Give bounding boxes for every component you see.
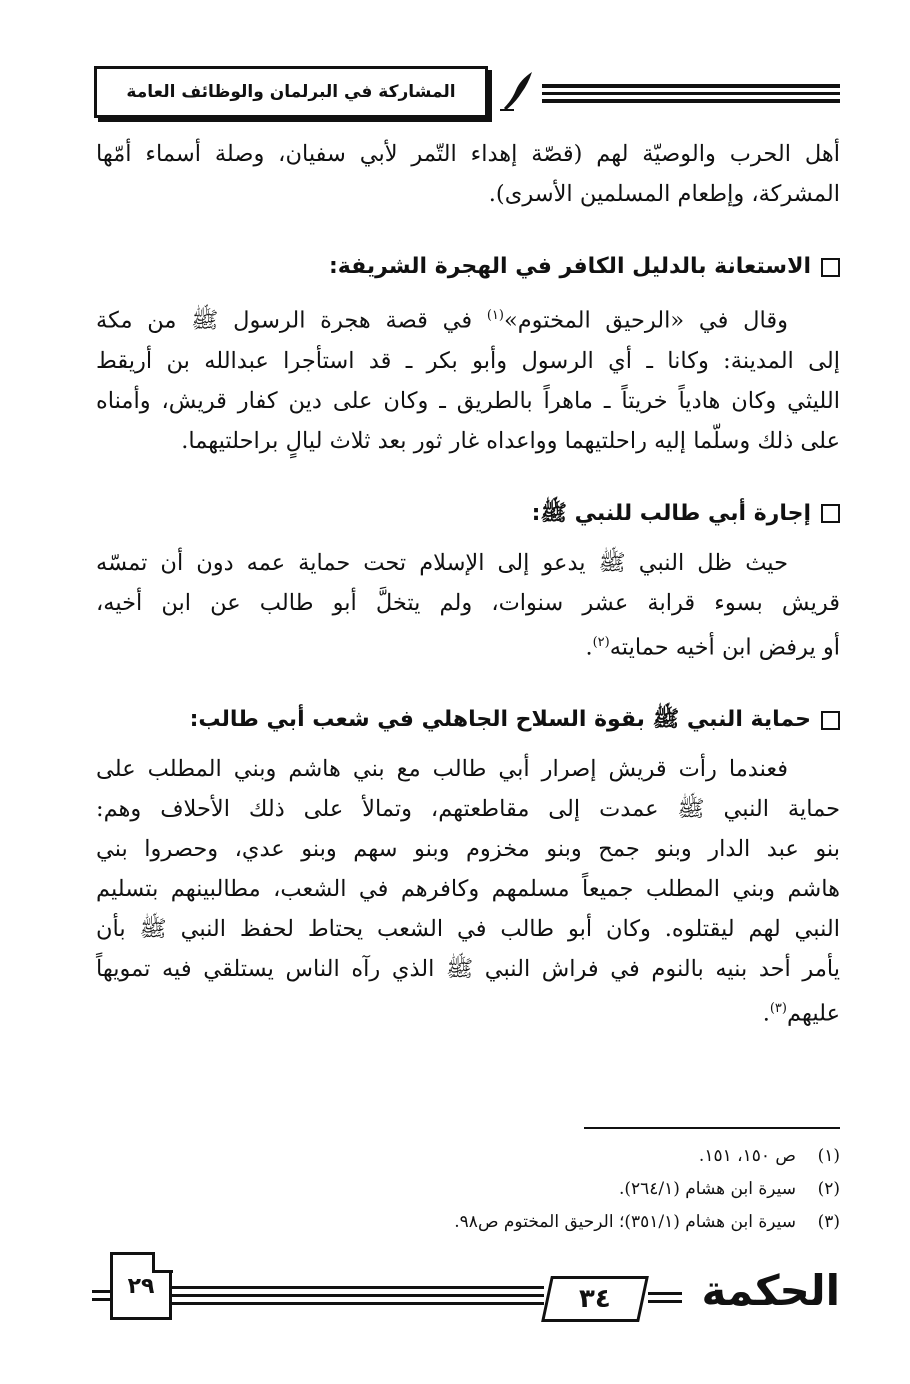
footnote	[300, 1140, 840, 1173]
section-heading-text: الاستعانة بالدليل الكافر في الهجرة الشريفة:	[328, 254, 811, 279]
footnote	[300, 1206, 840, 1239]
intro-paragraph	[96, 134, 840, 214]
footer-rule	[172, 1302, 544, 1305]
square-bullet-icon	[821, 711, 840, 730]
footer-rule	[92, 1290, 110, 1293]
footer-rule	[172, 1286, 544, 1289]
line-end: .	[585, 634, 593, 660]
text-line: الليثي وكان هادياً خريتاً ـ ماهراً بالطريق ـ وكان على دين كفار قريش، وأمناه	[96, 387, 840, 414]
footnote-ref[interactable]: (٣)	[769, 1001, 787, 1016]
text-line: على ذلك وسلّما إليه راحلتيهما وواعداه غار ثور بعد ثلاث ليالٍ براحلتيهما.	[181, 427, 840, 454]
text-line: حيث ظل النبي ﷺ يدعو إلى الإسلام تحت حماية عمه دون أن تمسّه	[96, 549, 788, 576]
line-text: أو يرفض ابن أخيه حمايته	[609, 634, 840, 660]
page-body	[96, 134, 840, 1034]
text-line: المشركة، وإطعام المسلمين الأسرى).	[488, 181, 840, 207]
header-rule	[542, 84, 840, 107]
text-line: إلى المدينة: وكانا ـ أي الرسول وأبو بكر ـ قد استأجرا عبدالله بن أريقط	[96, 347, 840, 374]
running-title-box	[94, 66, 488, 118]
footnote-number: (٢)	[817, 1179, 840, 1199]
section-heading	[96, 703, 840, 737]
section-paragraph	[96, 543, 840, 668]
text-line	[96, 623, 840, 668]
footnote-separator	[584, 1127, 840, 1129]
publisher-logo: الحكمة	[701, 1266, 840, 1315]
page-corner-fold	[152, 1252, 173, 1273]
footnote-text: سيرة ابن هشام (٢٦٤/١).	[618, 1179, 796, 1199]
text-line: هاشم وبني المطلب جميعاً مسلمهم وكافرهم في الشعب، مطالبينهم بتسليم	[96, 876, 840, 902]
text-line: حماية النبي ﷺ عمدت إلى مقاطعتهم، وتمالأ على ذلك الأحلاف وهم:	[96, 796, 840, 822]
page-number: ٢٩	[127, 1273, 155, 1299]
section-heading	[96, 250, 840, 284]
text-line: بنو عبد الدار وبنو جمح وبنو مخزوم وبنو سهم وبنو عدي، وحصروا بني	[96, 836, 840, 862]
section-heading-text: حماية النبي ﷺ بقوة السلاح الجاهلي في شعب أبي طالب:	[189, 707, 811, 732]
page-footer	[92, 1252, 840, 1322]
text-line: النبي لهم ليقتلوه. وكان أبو طالب في الشعب يحتاط لحفظ النبي ﷺ بأن	[96, 916, 840, 942]
text-line	[96, 989, 840, 1034]
series-number: ٣٤	[579, 1284, 611, 1314]
line-text: وقال في «الرحيق المختوم»	[503, 307, 788, 334]
text-line: يأمر أحد بنيه بالنوم في فراش النبي ﷺ الذي رآه الناس يستلقي فيه تمويهاً	[96, 956, 840, 982]
text-line: أهل الحرب والوصيّة لهم (قصّة إهداء التّمر لأبي سفيان، وصلة أسماء أمّها	[96, 141, 840, 167]
footer-rule	[648, 1292, 682, 1295]
footnote-number: (٣)	[817, 1212, 840, 1232]
text-line: قريش بسوء قرابة عشر سنوات، ولم يتخلَّ أبو طالب عن ابن أخيه،	[96, 589, 840, 616]
page-header	[94, 66, 840, 116]
footer-rule	[92, 1298, 110, 1301]
footnotes	[300, 1140, 840, 1239]
text-line: فعندما رأت قريش إصرار أبي طالب مع بني هاشم وبني المطلب على	[96, 756, 788, 782]
footnote-ref[interactable]: (٢)	[592, 634, 610, 650]
series-number-box	[541, 1276, 649, 1322]
text-line	[96, 296, 840, 341]
line-text: في قصة هجرة الرسول ﷺ من مكة	[96, 307, 487, 334]
running-title: المشاركة في البرلمان والوظائف العامة	[126, 82, 456, 102]
footnote-number: (١)	[817, 1146, 840, 1166]
section-paragraph	[96, 296, 840, 461]
footer-rule	[648, 1300, 682, 1303]
footnote	[300, 1173, 840, 1206]
section-heading	[96, 497, 840, 531]
footnote-text: ص ١٥٠، ١٥١.	[698, 1146, 796, 1166]
footnote-ref[interactable]: (١)	[486, 308, 504, 323]
square-bullet-icon	[821, 258, 840, 277]
line-end: .	[762, 1000, 770, 1027]
section-paragraph	[96, 749, 840, 1034]
square-bullet-icon	[821, 504, 840, 523]
line-text: عليهم	[786, 1000, 840, 1027]
quill-pen-icon	[498, 70, 538, 112]
section-heading-text: إجارة أبي طالب للنبي ﷺ:	[531, 500, 811, 526]
footer-rule	[172, 1294, 544, 1297]
footnote-text: سيرة ابن هشام (٣٥١/١)؛ الرحيق المختوم ص٩٨.	[454, 1212, 796, 1232]
